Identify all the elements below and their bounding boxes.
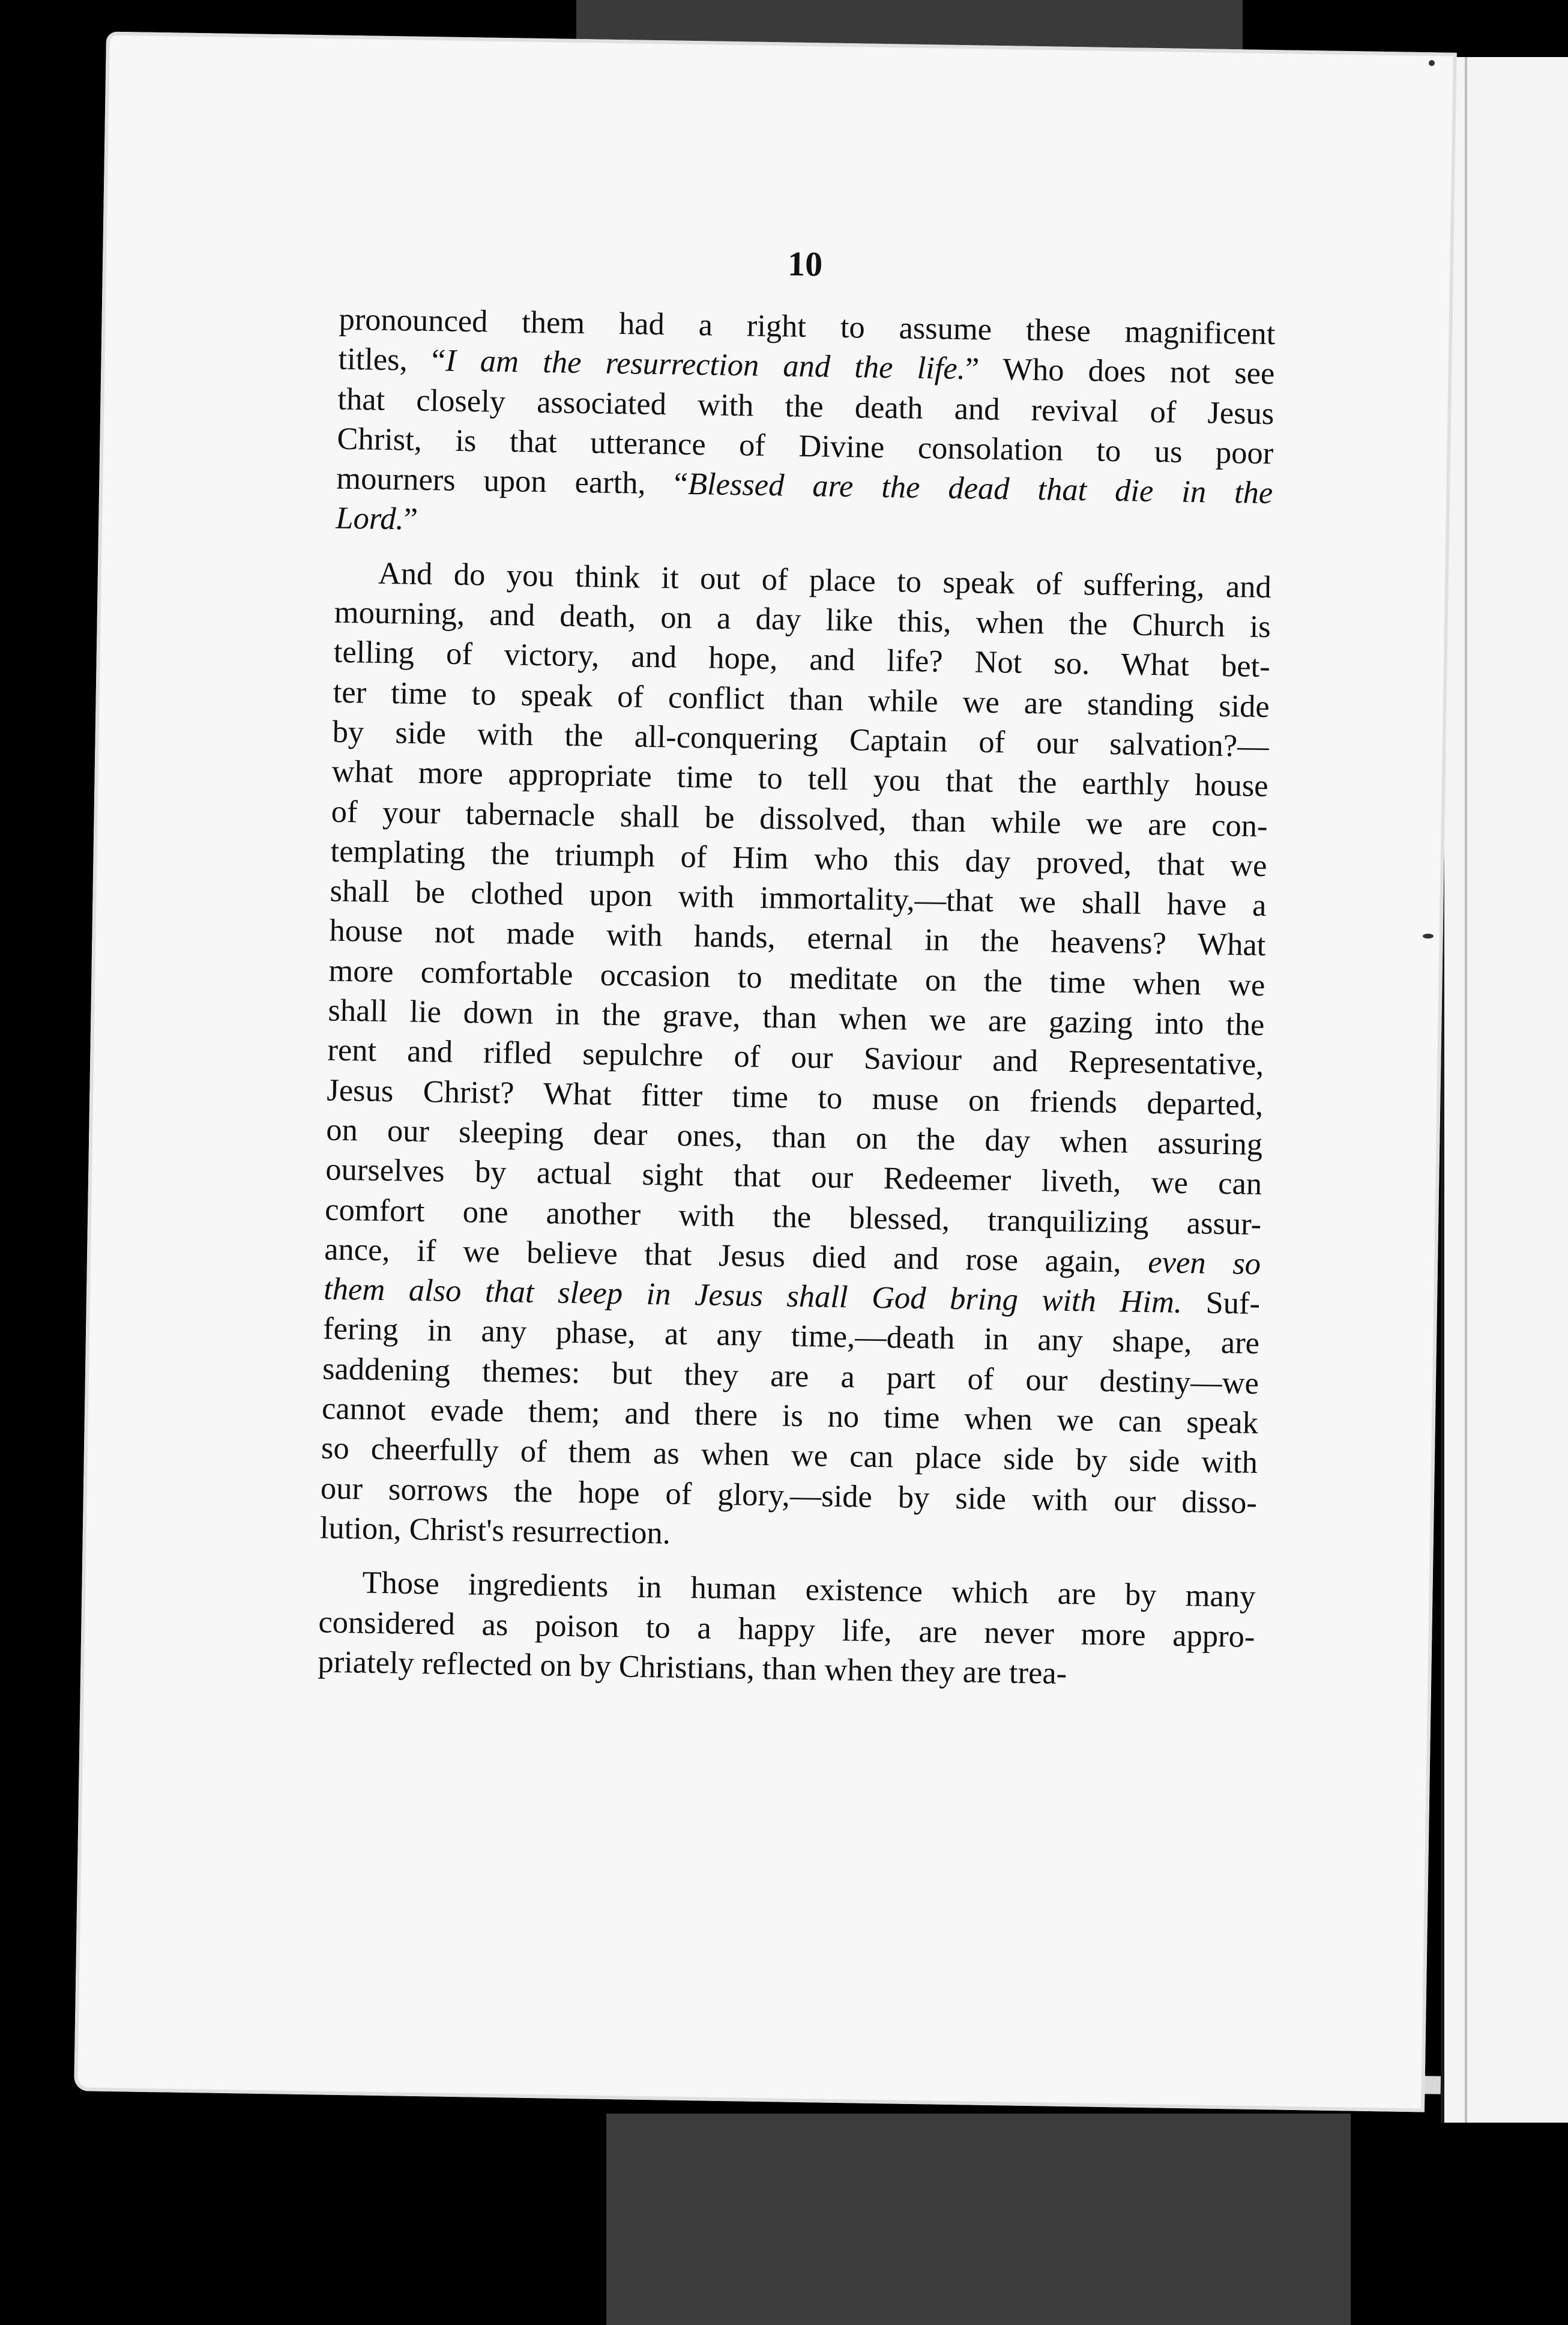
- text-line: priately reflected on by Christians, than when they are trea-: [318, 1644, 1067, 1691]
- text-line: shall be clothed upon with immortality,—that we shall have a: [330, 873, 1267, 924]
- text-line: so cheerfully of them as when we can place side by side with: [321, 1430, 1258, 1481]
- text-line: ter time to speak of conflict than while we are standing side: [333, 674, 1270, 724]
- text-line: fering in any phase, at any time,—death in any shape, are: [322, 1311, 1260, 1361]
- text-line: mourning, and death, on a day like this, when the Church is: [334, 594, 1271, 645]
- text-line: saddening themes: but they are a part of our destiny—we: [322, 1351, 1259, 1401]
- text-line: our sorrows the hope of glory,—side by side with our disso-: [320, 1471, 1258, 1520]
- page-body-text: [318, 300, 1276, 1696]
- text-line: them also that sleep in Jesus shall God bring with Him. Suf-: [323, 1271, 1261, 1322]
- text-line: shall lie down in the grave, than when we are gazing into the: [328, 993, 1265, 1043]
- text-line: pronounced them had a right to assume these magnificent: [339, 301, 1276, 352]
- text-line: by side with the all-conquering Captain of our salvation?—: [332, 714, 1270, 764]
- text-line: what more appropriate time to tell you that the earthly house: [331, 754, 1269, 804]
- paragraph: [318, 1562, 1256, 1696]
- text-line: house not made with hands, eternal in the heavens? What: [329, 913, 1266, 963]
- text-line: lution, Christ's resurrection.: [319, 1510, 671, 1551]
- paragraph: [319, 552, 1271, 1562]
- text-line: comfort one another with the blessed, tranquilizing assur-: [324, 1192, 1262, 1242]
- text-line: templating the triumph of Him who this day proved, that we: [330, 833, 1267, 883]
- book-page: [74, 32, 1457, 2112]
- paragraph: [336, 300, 1276, 553]
- text-line: Christ, is that utterance of Divine consolation to us poor: [337, 421, 1274, 471]
- text-line: more comfortable occasion to meditate on the time when we: [328, 953, 1265, 1003]
- scan-speck: [1423, 934, 1434, 939]
- text-line: ance, if we believe that Jesus died and rose again, even so: [324, 1232, 1261, 1281]
- text-line: Jesus Christ? What fitter time to muse on friends departed,: [326, 1072, 1264, 1122]
- text-line: And do you think it out of place to speak of suffering, and: [378, 555, 1272, 605]
- facing-page-edge: [1441, 57, 1568, 2123]
- text-line: titles, “I am the resurrection and the life.” Who does not see: [338, 341, 1275, 392]
- text-line: Those ingredients in human existence which are by many: [362, 1565, 1256, 1615]
- text-line: considered as poison to a happy life, are never more appro-: [318, 1604, 1255, 1654]
- scan-background-bottom: [606, 2114, 1351, 2325]
- text-line: ourselves by actual sight that our Redeemer liveth, we can: [325, 1152, 1262, 1202]
- text-line: on our sleeping dear ones, than on the day when assuring: [325, 1112, 1263, 1162]
- text-line: rent and rifled sepulchre of our Saviour and Representative,: [327, 1032, 1264, 1083]
- text-line: that closely associated with the death and revival of Jesus: [337, 381, 1274, 431]
- page-number: 10: [787, 244, 823, 284]
- text-line: cannot evade them; and there is no time when we can speak: [321, 1391, 1259, 1441]
- text-line: mourners upon earth, “Blessed are the dead that die in the: [336, 461, 1273, 511]
- text-line: telling of victory, and hope, and life? Not so. What bet-: [333, 634, 1271, 685]
- text-line: Lord.”: [335, 501, 418, 537]
- scan-speck: [1429, 60, 1435, 66]
- page-gutter-line: [1465, 57, 1467, 2123]
- text-line: of your tabernacle shall be dissolved, than while we are con-: [331, 794, 1268, 844]
